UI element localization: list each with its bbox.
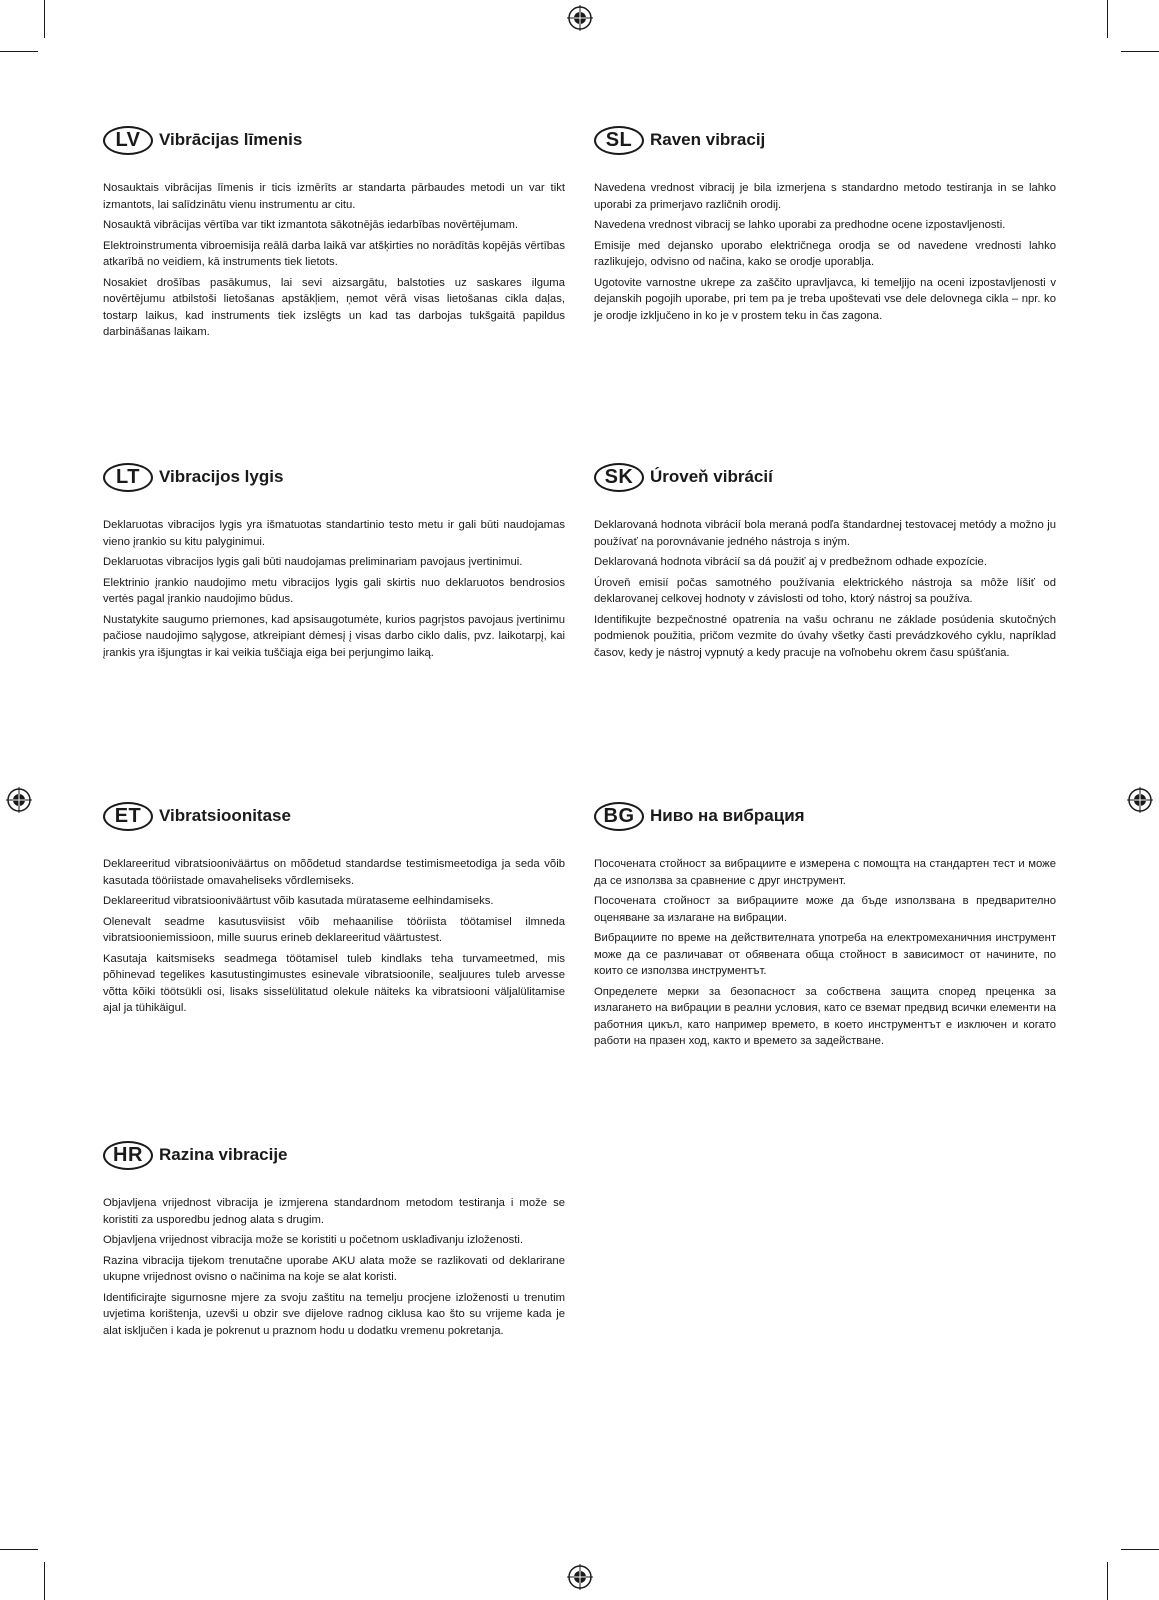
section-title: Vibracijos lygis — [159, 467, 284, 486]
paragraph: Deklaruotas vibracijos lygis gali būti naudojamas preliminariam pavojaus įvertinimui. — [103, 556, 523, 568]
paragraph: Deklareeritud vibratsiooniväärtus on mõõdetud standardse testimismeetodiga ja seda võib kasutada tööriistade omavaheliseks võrdlemiseks. — [103, 858, 565, 887]
paragraph: Deklaruotas vibracijos lygis yra išmatuotas standartinio testo metu ir gali būti naudojamas vieno įrankio su kitu palyginimui. — [103, 519, 565, 548]
paragraph: Emisije med dejansko uporabo električnega orodja se od navedene vrednosti lahko razlikujejo, odvisno od načina, kako se orodje uporablja. — [594, 239, 1056, 268]
section-body — [594, 180, 1056, 324]
section-sl — [594, 124, 1056, 328]
paragraph: Identificirajte sigurnosne mjere za svoju zaštitu na temelju procjene izloženosti u trenutim uvjetima korištenja, uzevši u obzir sve dijelove radnog ciklusa kao što su vrijeme kada je alat isključen i kada je pokrenut u praznom hodu u dodatku vremenu pokretanja. — [103, 1291, 565, 1337]
section-body — [103, 1195, 565, 1339]
section-lv — [103, 124, 565, 345]
section-sk — [594, 461, 1056, 665]
registration-mark-icon — [567, 1564, 593, 1590]
paragraph: Nustatykite saugumo priemones, kad apsisaugotumėte, kurios pagrįstos pavojaus įvertinimu pačiose naudojimo sąlygose, atkreipiant dėmesį į visas darbo ciklo dalis, pvz. laikotarpį, kai įrankis yra išjungtas ir kai veikia tuščiąja eiga bei perjungimo laiką. — [103, 613, 565, 659]
section-title: Úroveň vibrácií — [650, 467, 773, 486]
section-et — [103, 800, 565, 1021]
section-header — [103, 461, 565, 493]
paragraph: Identifikujte bezpečnostné opatrenia na vašu ochranu ne základe posúdenia skutočných podmienok použitia, pričom vezmite do úvahy všetky časti prevádzkového cyklu, napríklad časov, kedy je nástroj vypnutý a kedy pracuje na voľnobehu okrem času spúšťania. — [594, 613, 1056, 659]
section-header — [594, 461, 1056, 493]
paragraph: Nosauktā vibrācijas vērtība var tikt izmantota sākotnējās iedarbības novērtējumam. — [103, 219, 519, 231]
language-badge: ET — [103, 802, 153, 831]
language-badge: BG — [594, 802, 644, 831]
registration-mark-icon — [567, 5, 593, 31]
paragraph: Kasutaja kaitsmiseks seadmega töötamisel tuleb kindlaks teha turvameetmed, mis põhinevad tegelikes kasutustingimustes esinevale vibratsioonile, sealjuures tuleb arvesse võtta kõiki töötsükli osi, lisaks sisselülitatud olekule näiteks ka vibratsiooni väljalülitamise ajal ja tühikäigul. — [103, 952, 565, 1014]
paragraph: Navedena vrednost vibracij se lahko uporabi za predhodne ocene izpostavljenosti. — [594, 219, 1006, 231]
crop-mark — [44, 0, 45, 38]
crop-mark — [44, 1562, 45, 1600]
paragraph: Navedena vrednost vibracij je bila izmerjena s standardno metodo testiranja in se lahko uporabi za primerjavo različnih orodij. — [594, 182, 1056, 211]
paragraph: Elektrinio įrankio naudojimo metu vibracijos lygis gali skirtis nuo deklaruotos bendrosios vertės pagal įrankio naudojimo būdus. — [103, 576, 565, 605]
section-title: Vibratsioonitase — [159, 806, 291, 825]
language-badge: SK — [594, 463, 644, 492]
crop-mark — [1121, 51, 1159, 52]
section-title: Razina vibracije — [159, 1145, 288, 1164]
crop-mark — [1121, 1549, 1159, 1550]
section-hr — [103, 1139, 565, 1343]
section-header — [103, 800, 565, 832]
paragraph: Deklarovaná hodnota vibrácií sa dá použiť aj v predbežnom odhade expozície. — [594, 556, 987, 568]
paragraph: Elektroinstrumenta vibroemisija reālā darba laikā var atšķirties no norādītās kopējās vērtības atkarībā no veidiem, kā instruments tiek lietots. — [103, 239, 565, 268]
paragraph: Nosauktais vibrācijas līmenis ir ticis izmērīts ar standarta pārbaudes metodi un var tikt izmantots, lai salīdzinātu vienu instrumentu ar citu. — [103, 182, 565, 211]
language-badge: SL — [594, 126, 644, 155]
language-badge: LT — [103, 463, 153, 492]
section-header — [594, 800, 1056, 832]
paragraph: Определете мерки за безопасност за собствена защита според преценка за излагането на вибрации в реални условия, като се вземат предвид всички елементи на работния цикъл, като например времето, в което инструментът е изключен и когато работи на празен ход, както и времето за задействане. — [594, 985, 1056, 1047]
section-body — [594, 517, 1056, 661]
language-badge: HR — [103, 1141, 153, 1170]
section-body — [594, 856, 1056, 1050]
section-lt — [103, 461, 565, 665]
paragraph: Olenevalt seadme kasutusviisist võib mehaanilise tööriista töötamisel ilmneda vibratsiooniemissioon, mille suurus erineb deklareeritud väärtustest. — [103, 915, 565, 944]
section-title: Raven vibracij — [650, 130, 766, 149]
paragraph: Вибрациите по време на действителната употреба на електромеханичния инструмент може да се различават от обявената обща стойност в зависимост от начините, по които се използва инструментът. — [594, 932, 1056, 977]
section-body — [103, 517, 565, 661]
crop-mark — [0, 1549, 38, 1550]
paragraph: Razina vibracija tijekom trenutačne uporabe AKU alata može se razlikovati od deklarirane ukupne vrijednost ovisno o načinima na koje se alat koristi. — [103, 1254, 565, 1283]
section-header — [594, 124, 1056, 156]
paragraph: Úroveň emisií počas samotného používania elektrického nástroja sa môže líšiť od deklarovanej celkovej hodnoty v závislosti od toho, ktorý nástroj sa používa. — [594, 576, 1056, 605]
section-body — [103, 856, 565, 1017]
paragraph: Objavljena vrijednost vibracija može se koristiti u početnom usklađivanju izloženosti. — [103, 1234, 524, 1246]
crop-mark — [1107, 1562, 1108, 1600]
section-body — [103, 180, 565, 341]
crop-mark — [1107, 0, 1108, 38]
section-header — [103, 1139, 565, 1171]
paragraph: Objavljena vrijednost vibracija je izmjerena standardnom metodom testiranja i može se koristiti za usporedbu jednog alata s drugim. — [103, 1197, 565, 1226]
language-badge: LV — [103, 126, 153, 155]
section-title: Ниво на вибрация — [650, 806, 805, 825]
crop-mark — [0, 51, 38, 52]
paragraph: Deklareeritud vibratsiooniväärtust võib kasutada mürataseme eelhindamiseks. — [103, 895, 494, 907]
paragraph: Deklarovaná hodnota vibrácií bola meraná podľa štandardnej testovacej metódy a možno ju používať na porovnávanie jedného nástroja s iným. — [594, 519, 1056, 548]
section-bg — [594, 800, 1056, 1054]
paragraph: Ugotovite varnostne ukrepe za zaščito upravljavca, ki temeljijo na oceni izpostavljenosti v dejanskih pogojih uporabe, pri tem pa je treba upoštevati vse dele delovnega cikla – npr. ko je orodje izključeno in ko je v prostem teku in čas zagona. — [594, 276, 1056, 322]
paragraph: Посочената стойност за вибрациите може да бъде използвана в предварително оценяване за излагане на вибрации. — [594, 895, 1056, 924]
paragraph: Посочената стойност за вибрациите е измерена с помощта на стандартен тест и може да се използва за сравнение с друг инструмент. — [594, 858, 1056, 887]
registration-mark-icon — [1127, 787, 1153, 813]
registration-mark-icon — [6, 787, 32, 813]
section-title: Vibrācijas līmenis — [159, 130, 303, 149]
section-header — [103, 124, 565, 156]
paragraph: Nosakiet drošības pasākumus, lai sevi aizsargātu, balstoties uz saskares ilguma novērtējumu atbilstoši lietošanas apstākļiem, ņemot vērā visas lietošanas cikla daļas, tostarp laikus, kad instruments tiek izslēgts un kad tas darbojas tukšgaitā papildus darbināšanas laikam. — [103, 276, 565, 338]
